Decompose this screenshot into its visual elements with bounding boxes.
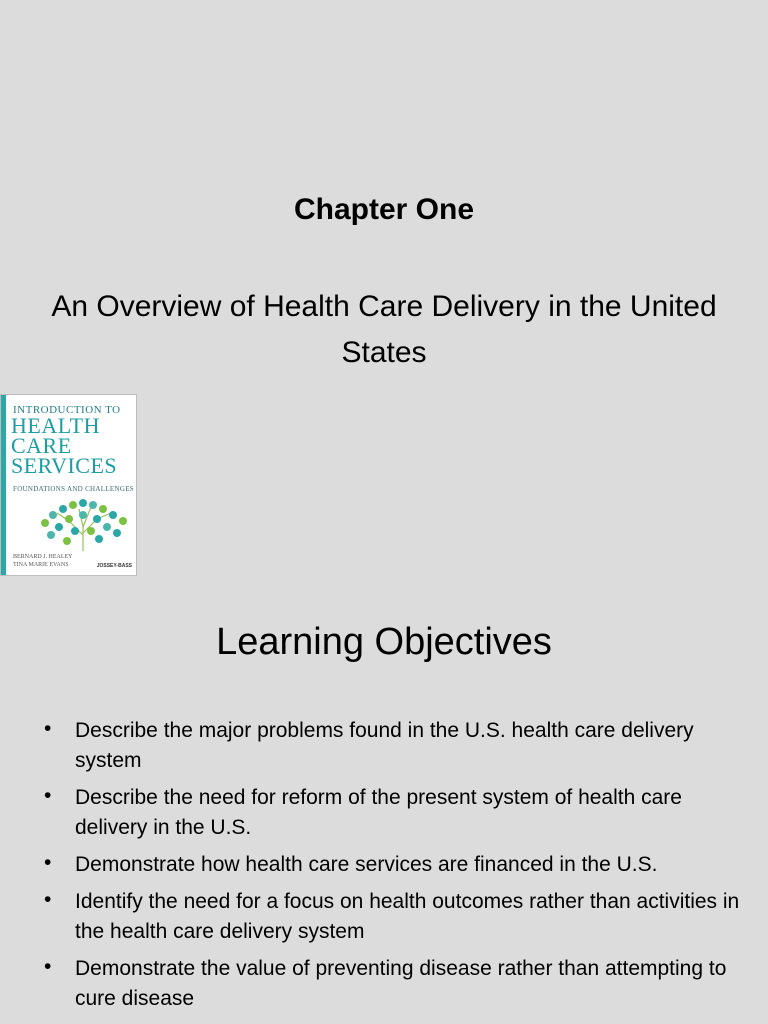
tree-of-icons-illustration — [39, 495, 131, 551]
cover-title-line: CARE — [11, 433, 72, 458]
learning-objectives-heading: Learning Objectives — [216, 621, 552, 663]
objectives-list — [44, 716, 744, 1021]
list-item — [44, 954, 744, 1014]
cover-publisher-logo: JOSSEY-BASS — [96, 563, 132, 569]
bullet-icon: • — [44, 851, 52, 874]
list-item — [44, 850, 744, 880]
objective-text: Describe the major problems found in the U.S. health care delivery system — [75, 719, 694, 772]
cover-spine — [1, 395, 6, 575]
cover-title-line: SERVICES — [11, 453, 118, 478]
cover-title-line: HEALTH — [11, 413, 100, 438]
objective-text: Demonstrate how health care services are financed in the U.S. — [75, 853, 658, 876]
cover-author: TINA MARIE EVANS — [13, 562, 69, 568]
list-item — [44, 716, 744, 776]
cover-authors — [13, 553, 73, 569]
cover-intro: INTRODUCTION TO — [13, 404, 121, 416]
objective-text: Demonstrate the value of preventing disease rather than attempting to cure disease — [75, 957, 727, 1010]
slide-learning-objectives — [0, 590, 768, 1024]
cover-subtitle: FOUNDATIONS AND CHALLENGES — [13, 485, 134, 493]
list-item — [44, 783, 744, 843]
book-cover-image — [0, 394, 137, 576]
objective-text: Describe the need for reform of the present system of health care delivery in the U.S. — [75, 786, 682, 839]
bullet-icon: • — [44, 955, 52, 978]
list-item — [44, 887, 744, 947]
chapter-heading: Chapter One — [293, 193, 475, 226]
bullet-icon: • — [44, 784, 52, 807]
bullet-icon: • — [44, 717, 52, 740]
cover-author: BERNARD J. HEALEY — [13, 554, 73, 560]
chapter-subtitle: An Overview of Health Care Delivery in the United States — [51, 290, 717, 369]
objective-text: Identify the need for a focus on health outcomes rather than activities in the health care delivery system — [75, 890, 740, 943]
cover-title — [11, 413, 118, 478]
bullet-icon: • — [44, 888, 52, 911]
